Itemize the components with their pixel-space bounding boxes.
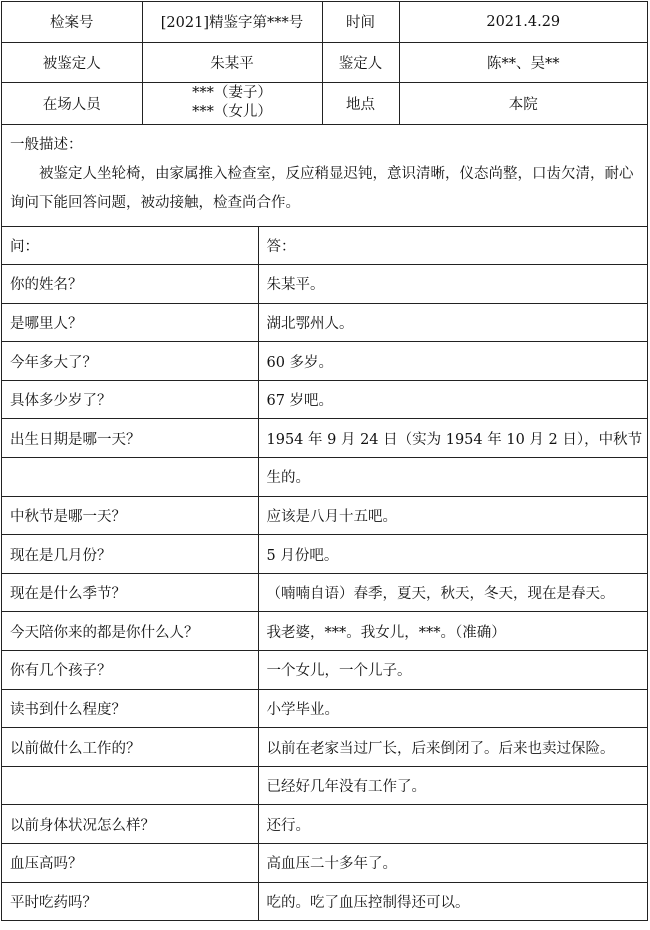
question-cell: 今年多大了？ <box>2 342 258 381</box>
question-cell: 具体多少岁了？ <box>2 380 258 419</box>
answer-cell: 湖北鄂州人。 <box>258 303 647 342</box>
question-header: 问： <box>2 226 258 265</box>
answer-cell: 高血压二十多年了。 <box>258 844 647 883</box>
answer-cell: 小学毕业。 <box>258 689 647 728</box>
present-label: 在场人员 <box>2 82 142 124</box>
table-row <box>2 573 647 612</box>
question-cell: 出生日期是哪一天？ <box>2 419 258 458</box>
present-values <box>142 82 322 124</box>
question-cell <box>2 458 258 497</box>
table-row <box>2 380 647 419</box>
question-cell: 以前做什么工作的？ <box>2 728 258 767</box>
table-row <box>2 342 647 381</box>
question-cell: 你的姓名？ <box>2 265 258 304</box>
table-row <box>2 458 647 497</box>
answer-cell: 已经好几年没有工作了。 <box>258 766 647 805</box>
header-table <box>2 2 647 125</box>
present-daughter: ***（女儿） <box>192 104 272 120</box>
case-no-value: [2021]精鉴字第***号 <box>142 2 322 42</box>
answer-cell: 67 岁吧。 <box>258 380 647 419</box>
answer-cell: 我老婆，***。我女儿，***。（准确） <box>258 612 647 651</box>
subject-label: 被鉴定人 <box>2 42 142 82</box>
question-cell: 平时吃药吗？ <box>2 882 258 920</box>
table-row <box>2 303 647 342</box>
subject-value: 朱某平 <box>142 42 322 82</box>
answer-cell: （喃喃自语）春季，夏天，秋天，冬天，现在是春天。 <box>258 573 647 612</box>
answer-header: 答： <box>258 226 647 265</box>
examiner-value: 陈**、吴** <box>399 42 647 82</box>
question-cell: 你有几个孩子？ <box>2 651 258 690</box>
answer-cell: 以前在老家当过厂长，后来倒闭了。后来也卖过保险。 <box>258 728 647 767</box>
question-cell: 是哪里人？ <box>2 303 258 342</box>
question-cell: 今天陪你来的都是你什么人？ <box>2 612 258 651</box>
location-label: 地点 <box>322 82 399 124</box>
question-cell: 中秋节是哪一天？ <box>2 496 258 535</box>
general-description <box>2 125 647 226</box>
answer-cell: 应该是八月十五吧。 <box>258 496 647 535</box>
table-row <box>2 882 647 920</box>
table-row <box>2 419 647 458</box>
record-sheet <box>1 1 648 921</box>
date-label: 时间 <box>322 2 399 42</box>
question-cell <box>2 766 258 805</box>
question-cell: 读书到什么程度？ <box>2 689 258 728</box>
table-row <box>2 844 647 883</box>
description-title: 一般描述： <box>10 136 83 153</box>
table-row <box>2 535 647 574</box>
answer-cell: 5 月份吧。 <box>258 535 647 574</box>
answer-cell: 60 多岁。 <box>258 342 647 381</box>
table-row <box>2 689 647 728</box>
table-row <box>2 728 647 767</box>
date-value: 2021.4.29 <box>399 2 647 42</box>
table-row <box>2 651 647 690</box>
answer-cell: 生的。 <box>258 458 647 497</box>
table-row <box>2 805 647 844</box>
answer-cell: 朱某平。 <box>258 265 647 304</box>
qa-table <box>2 226 647 921</box>
table-row <box>2 265 647 304</box>
case-no-label: 检案号 <box>2 2 142 42</box>
answer-cell: 1954 年 9 月 24 日（实为 1954 年 10 月 2 日），中秋节 <box>258 419 647 458</box>
question-cell: 以前身体状况怎么样？ <box>2 805 258 844</box>
table-row <box>2 496 647 535</box>
description-text: 被鉴定人坐轮椅，由家属推入检查室，反应稍显迟钝，意识清晰，仪态尚整，口齿欠清，耐心询问下能回答问题，被动接触，检查尚合作。 <box>10 165 634 211</box>
present-wife: ***（妻子） <box>192 85 272 101</box>
examiner-label: 鉴定人 <box>322 42 399 82</box>
answer-cell: 一个女儿，一个儿子。 <box>258 651 647 690</box>
answer-cell: 还行。 <box>258 805 647 844</box>
location-value: 本院 <box>399 82 647 124</box>
table-row <box>2 766 647 805</box>
table-row <box>2 612 647 651</box>
question-cell: 现在是几月份？ <box>2 535 258 574</box>
answer-cell: 吃的。吃了血压控制得还可以。 <box>258 882 647 920</box>
question-cell: 血压高吗？ <box>2 844 258 883</box>
question-cell: 现在是什么季节？ <box>2 573 258 612</box>
